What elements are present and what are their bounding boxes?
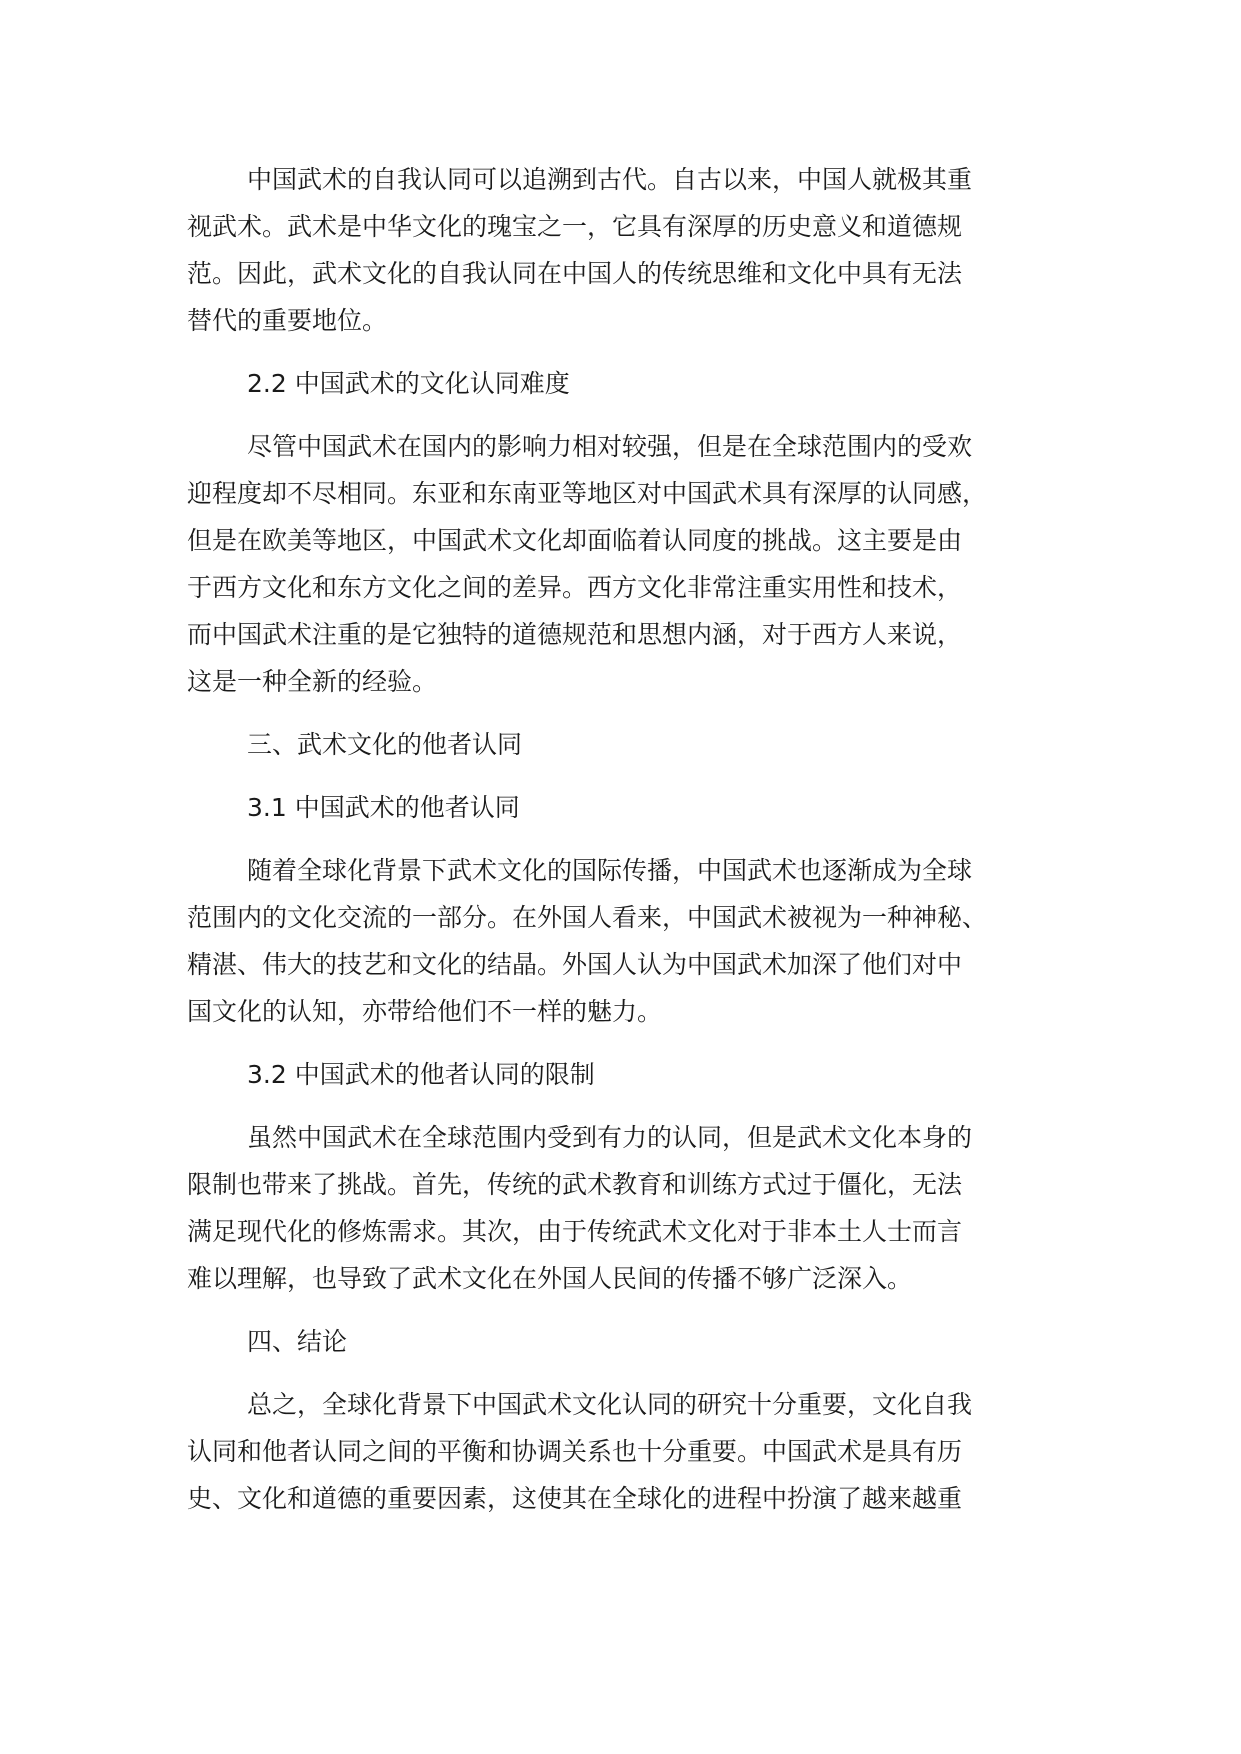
paragraph-cultural-identity-difficulty	[187, 423, 1087, 705]
section-heading-3	[187, 721, 1087, 768]
text-line: 限制也带来了挑战。首先，传统的武术教育和训练方式过于僵化，无法	[187, 1170, 963, 1199]
paragraph-other-identity	[187, 847, 1087, 1035]
text-line: 认同和他者认同之间的平衡和协调关系也十分重要。中国武术是具有历	[187, 1437, 963, 1466]
text-line: 于西方文化和东方文化之间的差异。西方文化非常注重实用性和技术，	[187, 573, 963, 602]
heading-text: 2.2 中国武术的文化认同难度	[247, 369, 570, 398]
section-heading-2-2	[187, 360, 1087, 407]
text-line: 范。因此，武术文化的自我认同在中国人的传统思维和文化中具有无法	[187, 259, 963, 288]
text-line: 随着全球化背景下武术文化的国际传播，中国武术也逐渐成为全球	[247, 856, 973, 885]
text-line: 国文化的认知，亦带给他们不一样的魅力。	[187, 997, 663, 1026]
section-heading-4	[187, 1318, 1087, 1365]
text-line: 范围内的文化交流的一部分。在外国人看来，中国武术被视为一种神秘、	[187, 903, 988, 932]
text-line: 视武术。武术是中华文化的瑰宝之一，它具有深厚的历史意义和道德规	[187, 212, 963, 241]
heading-text: 四、结论	[247, 1327, 348, 1356]
text-line: 总之，全球化背景下中国武术文化认同的研究十分重要，文化自我	[247, 1390, 973, 1419]
heading-text: 3.2 中国武术的他者认同的限制	[247, 1060, 595, 1089]
text-line: 满足现代化的修炼需求。其次，由于传统武术文化对于非本土人士而言	[187, 1217, 963, 1246]
text-line: 精湛、伟大的技艺和文化的结晶。外国人认为中国武术加深了他们对中	[187, 950, 963, 979]
text-line: 尽管中国武术在国内的影响力相对较强，但是在全球范围内的受欢	[247, 432, 973, 461]
text-line: 替代的重要地位。	[187, 306, 388, 335]
text-line: 难以理解，也导致了武术文化在外国人民间的传播不够广泛深入。	[187, 1264, 913, 1293]
text-line: 但是在欧美等地区，中国武术文化却面临着认同度的挑战。这主要是由	[187, 526, 963, 555]
text-line: 史、文化和道德的重要因素，这使其在全球化的进程中扮演了越来越重	[187, 1484, 963, 1513]
text-line: 而中国武术注重的是它独特的道德规范和思想内涵，对于西方人来说，	[187, 620, 963, 649]
text-line: 迎程度却不尽相同。东亚和东南亚等地区对中国武术具有深厚的认同感，	[187, 479, 988, 508]
document-body	[187, 156, 1087, 1522]
heading-text: 3.1 中国武术的他者认同	[247, 793, 520, 822]
text-line: 虽然中国武术在全球范围内受到有力的认同，但是武术文化本身的	[247, 1123, 973, 1152]
text-line: 中国武术的自我认同可以追溯到古代。自古以来，中国人就极其重	[247, 165, 973, 194]
heading-text: 三、武术文化的他者认同	[247, 730, 523, 759]
section-heading-3-2	[187, 1051, 1087, 1098]
paragraph-self-identity-origins	[187, 156, 1087, 344]
section-heading-3-1	[187, 784, 1087, 831]
paragraph-other-identity-limits	[187, 1114, 1087, 1302]
paragraph-conclusion	[187, 1381, 1087, 1522]
text-line: 这是一种全新的经验。	[187, 667, 438, 696]
